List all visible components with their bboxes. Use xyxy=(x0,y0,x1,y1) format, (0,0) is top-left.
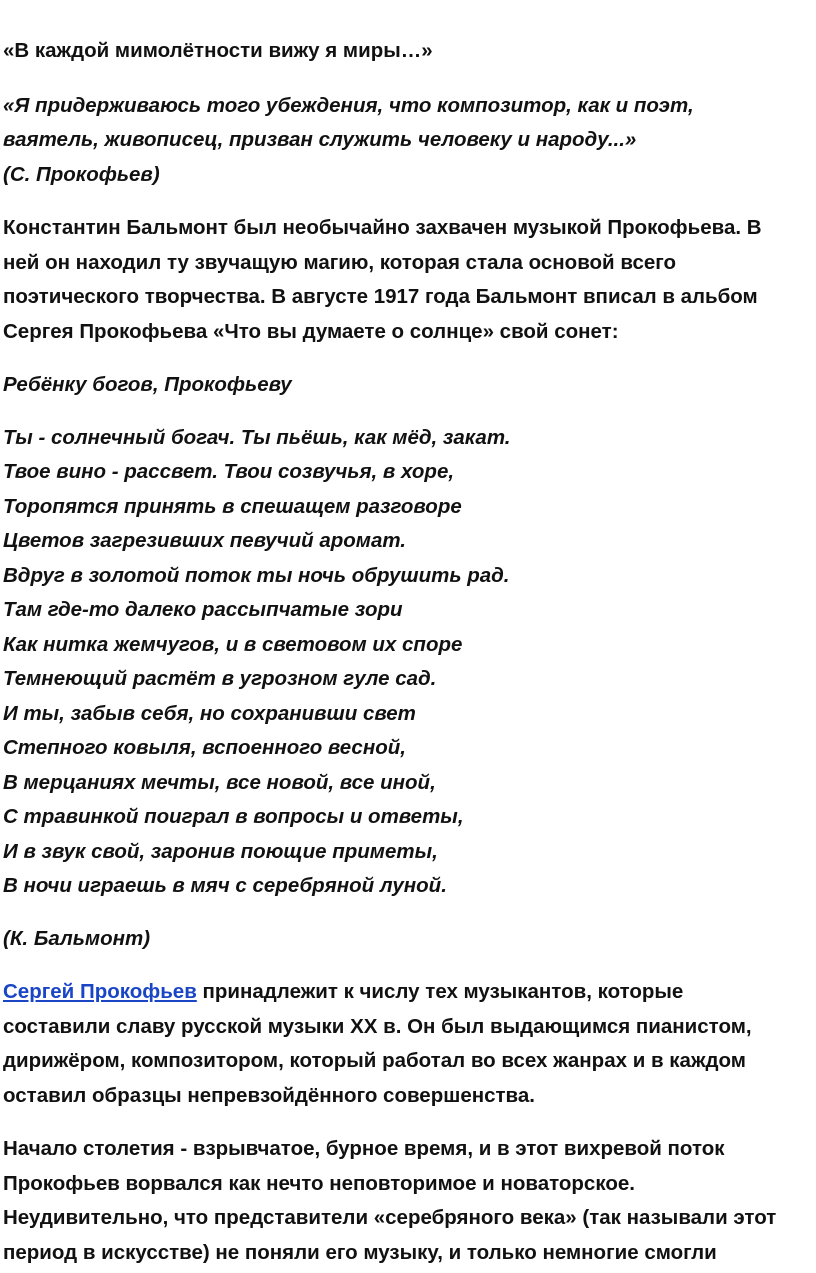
bio-line: дирижёром, композитором, который работал во всех жанрах и в каждом xyxy=(3,1049,746,1072)
poem-line: И ты, забыв себя, но сохранивши свет xyxy=(3,701,416,725)
bio-paragraph xyxy=(3,975,798,1113)
bio-line xyxy=(3,975,798,1010)
poem-line: Ты - солнечный богач. Ты пьёшь, как мёд, закат. xyxy=(3,425,511,449)
poem-line: Там где-то далеко рассыпчатые зори xyxy=(3,598,403,621)
poem-line: В ночи играешь в мяч с серебряной луной. xyxy=(3,874,447,897)
century-paragraph xyxy=(3,1132,798,1270)
page-heading: «В каждой мимолётности вижу я миры…» xyxy=(3,39,433,62)
epigraph-line: ваятель, живописец, призван служить человеку и народу...» xyxy=(3,128,637,151)
poem-line: Цветов загрезивших певучий аромат. xyxy=(3,529,406,552)
epigraph xyxy=(3,89,798,193)
epigraph-line: «Я придерживаюсь того убеждения, что композитор, как и поэт, xyxy=(3,93,694,117)
poem-line: В мерцаниях мечты, все новой, все иной, xyxy=(3,770,436,794)
poem-dedication: Ребёнку богов, Прокофьеву xyxy=(3,373,292,396)
poem-line: И в звук свой, заронив поющие приметы, xyxy=(3,839,438,863)
century-line: Начало столетия - взрывчатое, бурное время, и в этот вихревой поток xyxy=(3,1137,725,1160)
century-line: Прокофьев ворвался как нечто неповторимое и новаторское. xyxy=(3,1171,635,1195)
poem-line: Торопятся принять в спешащем разговоре xyxy=(3,494,462,518)
prokofiev-link[interactable]: Сергей Прокофьев xyxy=(3,980,197,1003)
bio-line: составили славу русской музыки XX в. Он был выдающимся пианистом, xyxy=(3,1014,752,1038)
century-line: Неудивительно, что представители «серебряного века» (так называли этот xyxy=(3,1206,777,1229)
poem-line: С травинкой поиграл в вопросы и ответы, xyxy=(3,805,464,828)
epigraph-attribution: (С. Прокофьев) xyxy=(3,162,160,186)
poem-line: Степного ковыля, вспоенного весной, xyxy=(3,736,406,759)
century-line: период в искусстве) не поняли его музыку, и только немногие смогли xyxy=(3,1240,717,1264)
poem-line: Вдруг в золотой поток ты ночь обрушить рад. xyxy=(3,563,510,587)
poem-sonnet xyxy=(3,421,798,904)
intro-line: Константин Бальмонт был необычайно захвачен музыкой Прокофьева. В xyxy=(3,216,762,239)
intro-paragraph xyxy=(3,211,798,349)
intro-line: поэтического творчества. В августе 1917 года Бальмонт вписал в альбом xyxy=(3,285,758,308)
intro-line: ней он находил ту звучащую магию, которая стала основой всего xyxy=(3,250,677,274)
poem-author: (К. Бальмонт) xyxy=(3,926,151,950)
poem-line: Темнеющий растёт в угрозном гуле сад. xyxy=(3,667,437,690)
bio-line: оставил образцы непревзойдённого совершенства. xyxy=(3,1083,535,1107)
intro-line: Сергея Прокофьева «Что вы думаете о солнце» свой сонет: xyxy=(3,319,619,343)
bio-line-text: принадлежит к числу тех музыкантов, которые xyxy=(196,980,684,1003)
poem-line: Как нитка жемчугов, и в световом их споре xyxy=(3,632,463,656)
poem-line: Твое вино - рассвет. Твои созвучья, в хоре, xyxy=(3,460,455,483)
